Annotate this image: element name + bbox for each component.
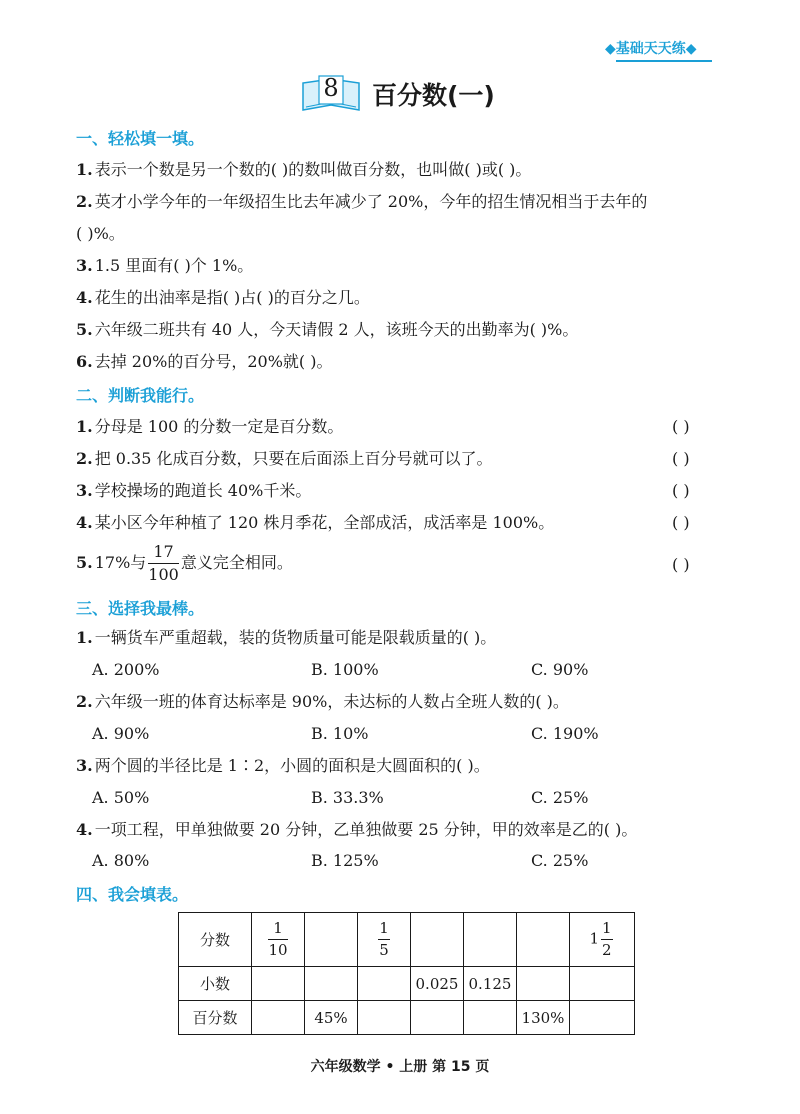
question-2-1: 1. 分母是 100 的分数一定是百分数。	[76, 417, 344, 436]
question-1-6: 6. 去掉 20%的百分号，20%就( )。	[76, 352, 333, 371]
table-cell	[411, 1001, 464, 1035]
option-3-2-b: B. 10%	[311, 724, 369, 743]
question-2-3: 3. 学校操场的跑道长 40%千米。	[76, 481, 312, 500]
question-1-2-continued: ( )%。	[76, 224, 125, 243]
answer-paren-2-2: ( )	[672, 449, 690, 468]
table-cell	[252, 1001, 305, 1035]
cell-fraction-1-10: $\frac{1}{10}$	[252, 913, 305, 967]
option-3-2-c: C. 190%	[531, 724, 599, 743]
page-title: 百分数(一)	[372, 81, 495, 110]
page-footer: 六年级数学 • 上册 第 15 页	[310, 1059, 490, 1075]
section-1-heading: 一、轻松填一填。	[76, 129, 205, 148]
table-cell	[252, 967, 305, 1001]
option-3-1-c: C. 90%	[531, 660, 589, 679]
question-3-2: 2. 六年级一班的体育达标率是 90%，未达标的人数占全班人数的( )。	[76, 692, 569, 711]
row-header-percent: 百分数	[179, 1001, 252, 1035]
table-cell	[358, 967, 411, 1001]
badge-underline	[616, 60, 712, 62]
table-cell	[570, 1001, 635, 1035]
question-3-1: 1. 一辆货车严重超载，装的货物质量可能是限载质量的( )。	[76, 628, 497, 647]
question-2-2: 2. 把 0.35 化成百分数，只要在后面添上百分号就可以了。	[76, 449, 493, 468]
option-3-1-b: B. 100%	[311, 660, 379, 679]
table-cell	[464, 913, 517, 967]
table-row	[179, 913, 635, 967]
question-1-2: 2. 英才小学今年的一年级招生比去年减少了 20%，今年的招生情况相当于去年的	[76, 192, 648, 211]
option-3-3-c: C. 25%	[531, 788, 589, 807]
cell-decimal-0.125: 0.125	[464, 967, 517, 1001]
conversion-table	[178, 912, 635, 1035]
table-cell	[358, 1001, 411, 1035]
section-2-heading: 二、判断我能行。	[76, 386, 205, 405]
cell-percent-45: 45%	[305, 1001, 358, 1035]
table-cell	[570, 967, 635, 1001]
fraction-17-100: $\frac{17}{100}$	[148, 542, 179, 584]
cell-decimal-0.025: 0.025	[411, 967, 464, 1001]
table-row	[179, 967, 635, 1001]
answer-paren-2-3: ( )	[672, 481, 690, 500]
question-2-4: 4. 某小区今年种植了 120 株月季花，全部成活，成活率是 100%。	[76, 513, 555, 532]
cell-percent-130: 130%	[517, 1001, 570, 1035]
table-cell	[517, 967, 570, 1001]
question-1-5: 5. 六年级二班共有 40 人，今天请假 2 人，该班今天的出勤率为( )%。	[76, 320, 579, 339]
option-3-4-c: C. 25%	[531, 851, 589, 870]
answer-paren-2-4: ( )	[672, 513, 690, 532]
question-2-5: 5. 17%与 $\frac{17}{100}$ 意义完全相同。	[76, 542, 293, 584]
option-3-2-a: A. 90%	[92, 724, 150, 743]
table-row	[179, 1001, 635, 1035]
question-1-3: 3. 1.5 里面有( )个 1%。	[76, 256, 254, 275]
row-header-fraction: 分数	[179, 913, 252, 967]
cell-fraction-1-5: $\frac{1}{5}$	[358, 913, 411, 967]
table-cell	[305, 967, 358, 1001]
question-1-4: 4. 花生的出油率是指( )占( )的百分之几。	[76, 288, 370, 307]
cell-mixed-1-1-2: 1 $\frac{1}{2}$	[570, 913, 635, 967]
table-cell	[411, 913, 464, 967]
question-3-3: 3. 两个圆的半径比是 1∶2，小圆的面积是大圆面积的( )。	[76, 756, 490, 775]
question-1-1: 1. 表示一个数是另一个数的( )的数叫做百分数，也叫做( )或( )。	[76, 160, 532, 179]
series-badge: ◆基础天天练◆	[605, 41, 697, 57]
answer-paren-2-5: ( )	[672, 555, 690, 574]
section-3-heading: 三、选择我最棒。	[76, 599, 205, 618]
section-4-heading: 四、我会填表。	[76, 885, 189, 904]
question-3-4: 4. 一项工程，甲单独做要 20 分钟，乙单独做要 25 分钟，甲的效率是乙的( )。	[76, 820, 638, 839]
table-cell	[464, 1001, 517, 1035]
lesson-number: 8	[323, 74, 339, 102]
option-3-4-b: B. 125%	[311, 851, 379, 870]
table-cell	[305, 913, 358, 967]
option-3-3-b: B. 33.3%	[311, 788, 384, 807]
answer-paren-2-1: ( )	[672, 417, 690, 436]
option-3-3-a: A. 50%	[92, 788, 150, 807]
option-3-4-a: A. 80%	[92, 851, 150, 870]
option-3-1-a: A. 200%	[92, 660, 160, 679]
table-cell	[517, 913, 570, 967]
row-header-decimal: 小数	[179, 967, 252, 1001]
